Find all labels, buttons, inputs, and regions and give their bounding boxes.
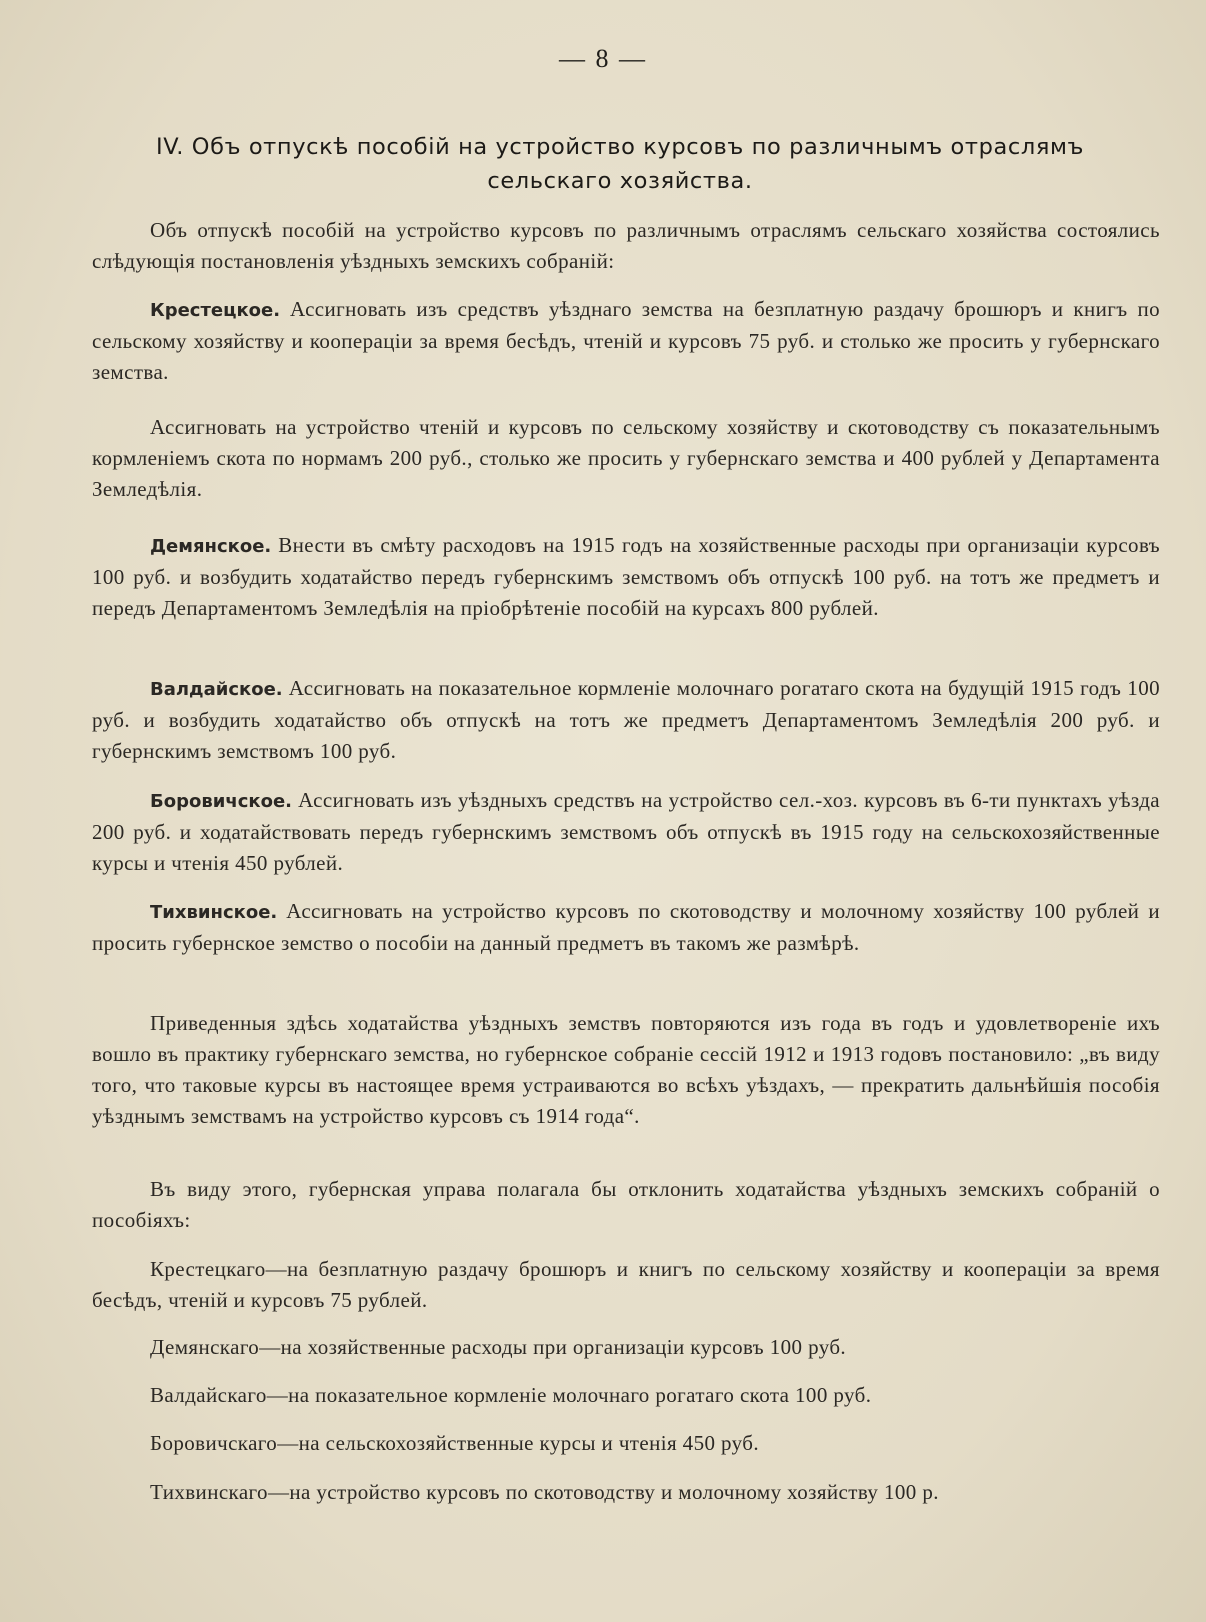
- section-heading-line-1: IV. Объ отпускѣ пособій на устройство курсовъ по различнымъ отраслямъ: [155, 134, 1085, 160]
- section-heading: [95, 130, 1145, 198]
- management-proposal: Въ виду этого, губернская управа полагала бы отклонить ходатайства уѣздныхъ земскихъ собраній о пособіяхъ:: [92, 1177, 1160, 1232]
- resolution-text: Внести въ смѣту расходовъ на 1915 годъ на хозяйственные расходы при организаціи курсовъ 100 руб. и возбудить ходатайство передъ губернскимъ земствомъ объ отпускѣ 100 руб. на тотъ же предметъ и передъ Департаментомъ Земледѣлія на пріобрѣтеніе пособій на курсахъ 800 рублей.: [92, 533, 1160, 620]
- resolution-lead: Валдайское.: [150, 679, 283, 700]
- page-number: — 8 —: [559, 44, 647, 73]
- resolution-krestetskoe: [92, 294, 1160, 388]
- resolution-text: Ассигновать изъ средствъ уѣзднаго земства на безплатную раздачу брошюръ и книгъ по сельскому хозяйству и коопераціи за время бесѣдъ, чтеній и курсовъ 75 руб. и столько же просить у губернскаго земства.: [92, 297, 1160, 384]
- intro-paragraph: Объ отпускѣ пособій на устройство курсовъ по различнымъ отраслямъ сельскаго хозяйства состоялись слѣдующія постановленія уѣздныхъ земскихъ собраній:: [92, 218, 1160, 273]
- resolution-borovichskoe: [92, 785, 1160, 879]
- section-heading-line-2: сельскаго хозяйства.: [487, 168, 753, 194]
- commentary-paragraph: Приведенныя здѣсь ходатайства уѣздныхъ земствъ повторяются изъ года въ годъ и удовлетвореніе ихъ вошло въ практику губернскаго земства, но губернское собраніе сессій 1912 и 1913 годовъ постановило: „въ виду того, что таковые курсы въ настоящее время устраиваются во всѣхъ уѣздахъ, — прекратить дальнѣйшія пособія уѣзднымъ земствамъ на устройство курсовъ съ 1914 года“.: [92, 1011, 1160, 1128]
- declined-item-borovichskoe: Боровичскаго—на сельскохозяйственные курсы и чтенія 450 руб.: [150, 1431, 759, 1455]
- resolution-tikhvinskoe: [92, 896, 1160, 959]
- resolution-text: Ассигновать на устройство курсовъ по скотоводству и молочному хозяйству 100 рублей и просить губернское земство о пособіи на данный предметъ въ такомъ же размѣрѣ.: [92, 899, 1160, 955]
- resolution-lead: Крестецкое.: [150, 300, 281, 321]
- declined-item-demyanskoe: Демянскаго—на хозяйственные расходы при организаціи курсовъ 100 руб.: [150, 1335, 847, 1359]
- declined-item-krestetskoe: Крестецкаго—на безплатную раздачу брошюръ и книгъ по сельскому хозяйству и коопераціи за время бесѣдъ, чтеній и курсовъ 75 рублей.: [92, 1257, 1160, 1312]
- declined-item-tikhvinskoe: Тихвинскаго—на устройство курсовъ по скотоводству и молочному хозяйству 100 р.: [150, 1480, 939, 1504]
- resolution-text: Ассигновать на устройство чтеній и курсовъ по сельскому хозяйству и скотоводству съ показательнымъ кормленіемъ скота по нормамъ 200 руб., столько же просить у губернскаго земства и 400 рублей у Департамента Земледѣлія.: [92, 415, 1160, 501]
- declined-item-valdayskoe: Валдайскаго—на показательное кормленіе молочнаго рогатаго скота 100 руб.: [150, 1383, 872, 1407]
- resolution-krestetskoe-second: [92, 412, 1160, 505]
- resolution-valdayskoe: [92, 673, 1160, 767]
- resolution-lead: Боровичское.: [150, 791, 292, 812]
- resolution-lead: Демянское.: [150, 536, 272, 557]
- resolution-text: Ассигновать на показательное кормленіе молочнаго рогатаго скота на будущій 1915 годъ 100 руб. и возбудить ходатайство объ отпускѣ на тотъ же предметъ Департаментомъ Земледѣлія 200 руб. и губернскимъ земствомъ 100 руб.: [92, 676, 1160, 763]
- resolution-text: Ассигновать изъ уѣздныхъ средствъ на устройство сел.-хоз. курсовъ въ 6-ти пунктахъ уѣзда 200 руб. и ходатайствовать передъ губернскимъ земствомъ объ отпускѣ въ 1915 году на сельскохозяйственные курсы и чтенія 450 рублей.: [92, 788, 1160, 875]
- resolution-demyanskoe: [92, 530, 1160, 624]
- resolution-lead: Тихвинское.: [150, 902, 278, 923]
